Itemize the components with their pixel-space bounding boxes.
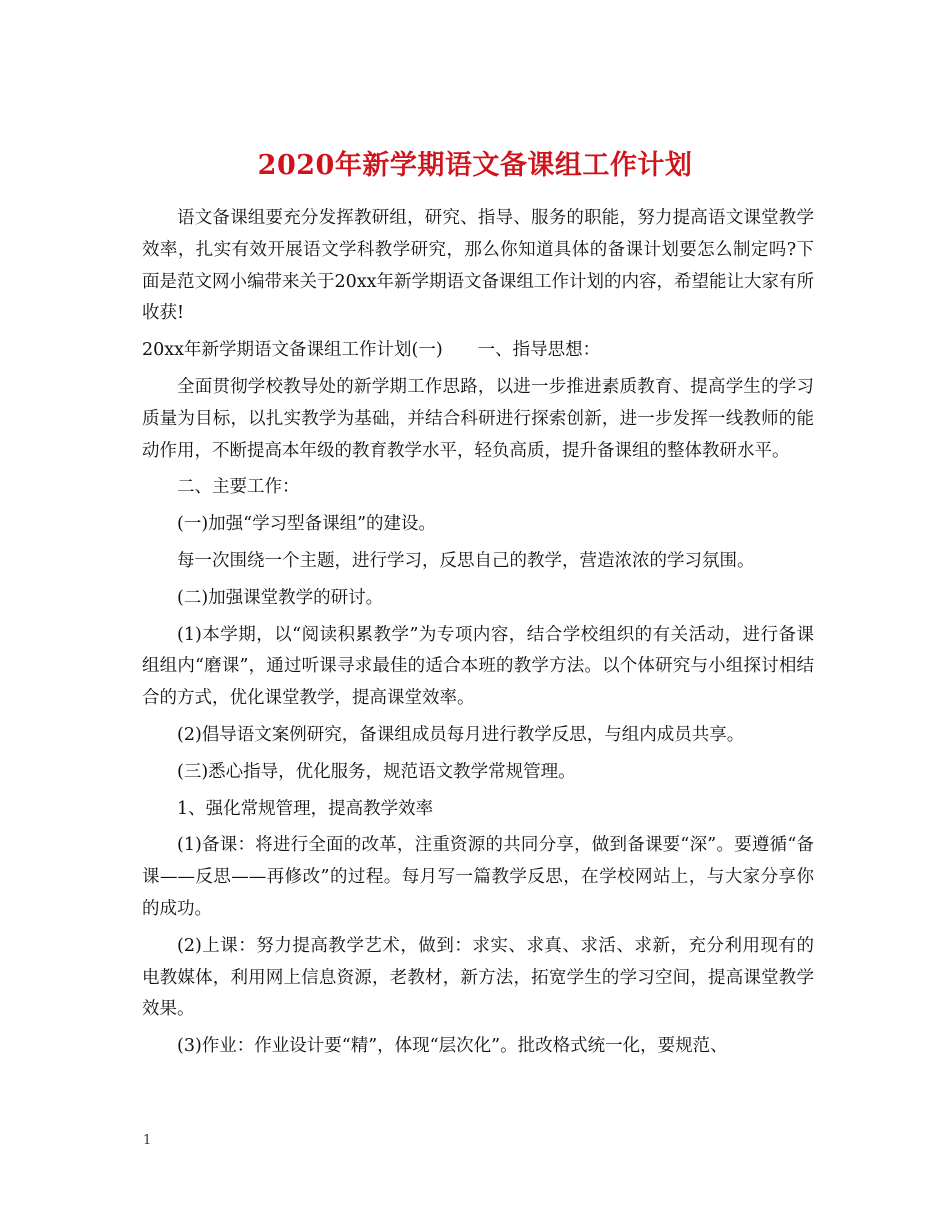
section-three-heading: (三)悉心指导，优化服务，规范语文教学常规管理。 bbox=[177, 761, 576, 782]
document-body bbox=[142, 203, 814, 1063]
section-two-item-one: (1)本学期，以“阅读积累教学”为专项内容，结合学校组织的有关活动，进行备课组组内“磨课”，通过听课寻求最佳的适合本班的教学方法。以个体研究与小组探讨相结合的方式，优化课堂教学，提高课堂效率。 bbox=[142, 624, 814, 709]
section-two-heading: (二)加强课堂教学的研讨。 bbox=[177, 587, 384, 608]
plan-heading-line: 20xx年新学期语文备课组工作计划(一) 一、指导思想： bbox=[142, 340, 601, 361]
teaching-paragraph: (2)上课：努力提高教学艺术，做到：求实、求真、求活、求新，充分利用现有的电教媒体，利用网上信息资源，老教材，新方法，拓宽学生的学习空间，提高课堂教学效果。 bbox=[142, 935, 814, 1020]
section-one-paragraph: 每一次围绕一个主题，进行学习，反思自己的教学，营造浓浓的学习氛围。 bbox=[177, 550, 755, 571]
page-number: 1 bbox=[143, 1133, 152, 1148]
intro-paragraph: 语文备课组要充分发挥教研组，研究、指导、服务的职能，努力提高语文课堂教学效率，扎实有效开展语文学科教学研究，那么你知道具体的备课计划要怎么制定吗?下面是范文网小编带来关于20xx年新学期语文备课组工作计划的内容，希望能让大家有所收获! bbox=[142, 208, 815, 324]
section-one-heading: (一)加强“学习型备课组”的建设。 bbox=[177, 514, 437, 535]
lesson-prep-paragraph: (1)备课：将进行全面的改革，注重资源的共同分享，做到备课要“深”。要遵循“备课——反思——再修改”的过程。每月写一篇教学反思，在学校网站上，与大家分享你的成功。 bbox=[142, 835, 814, 919]
routine-management-heading: 1、强化常规管理，提高教学效率 bbox=[177, 798, 434, 819]
homework-paragraph: (3)作业：作业设计要“精”，体现“层次化”。批改格式统一化，要规范、 bbox=[177, 1036, 728, 1057]
guiding-thought-paragraph: 全面贯彻学校教导处的新学期工作思路，以进一步推进素质教育、提高学生的学习质量为目标，以扎实教学为基础，并结合科研进行探索创新，进一步发挥一线教师的能动作用，不断提高本年级的教育教学水平，轻负高质，提升备课组的整体教研水平。 bbox=[142, 376, 814, 461]
main-work-heading: 二、主要工作： bbox=[177, 477, 300, 498]
document-title: 2020年新学期语文备课组工作计划 bbox=[257, 150, 693, 182]
section-two-item-two: (2)倡导语文案例研究，备课组成员每月进行教学反思，与组内成员共享。 bbox=[177, 724, 745, 745]
